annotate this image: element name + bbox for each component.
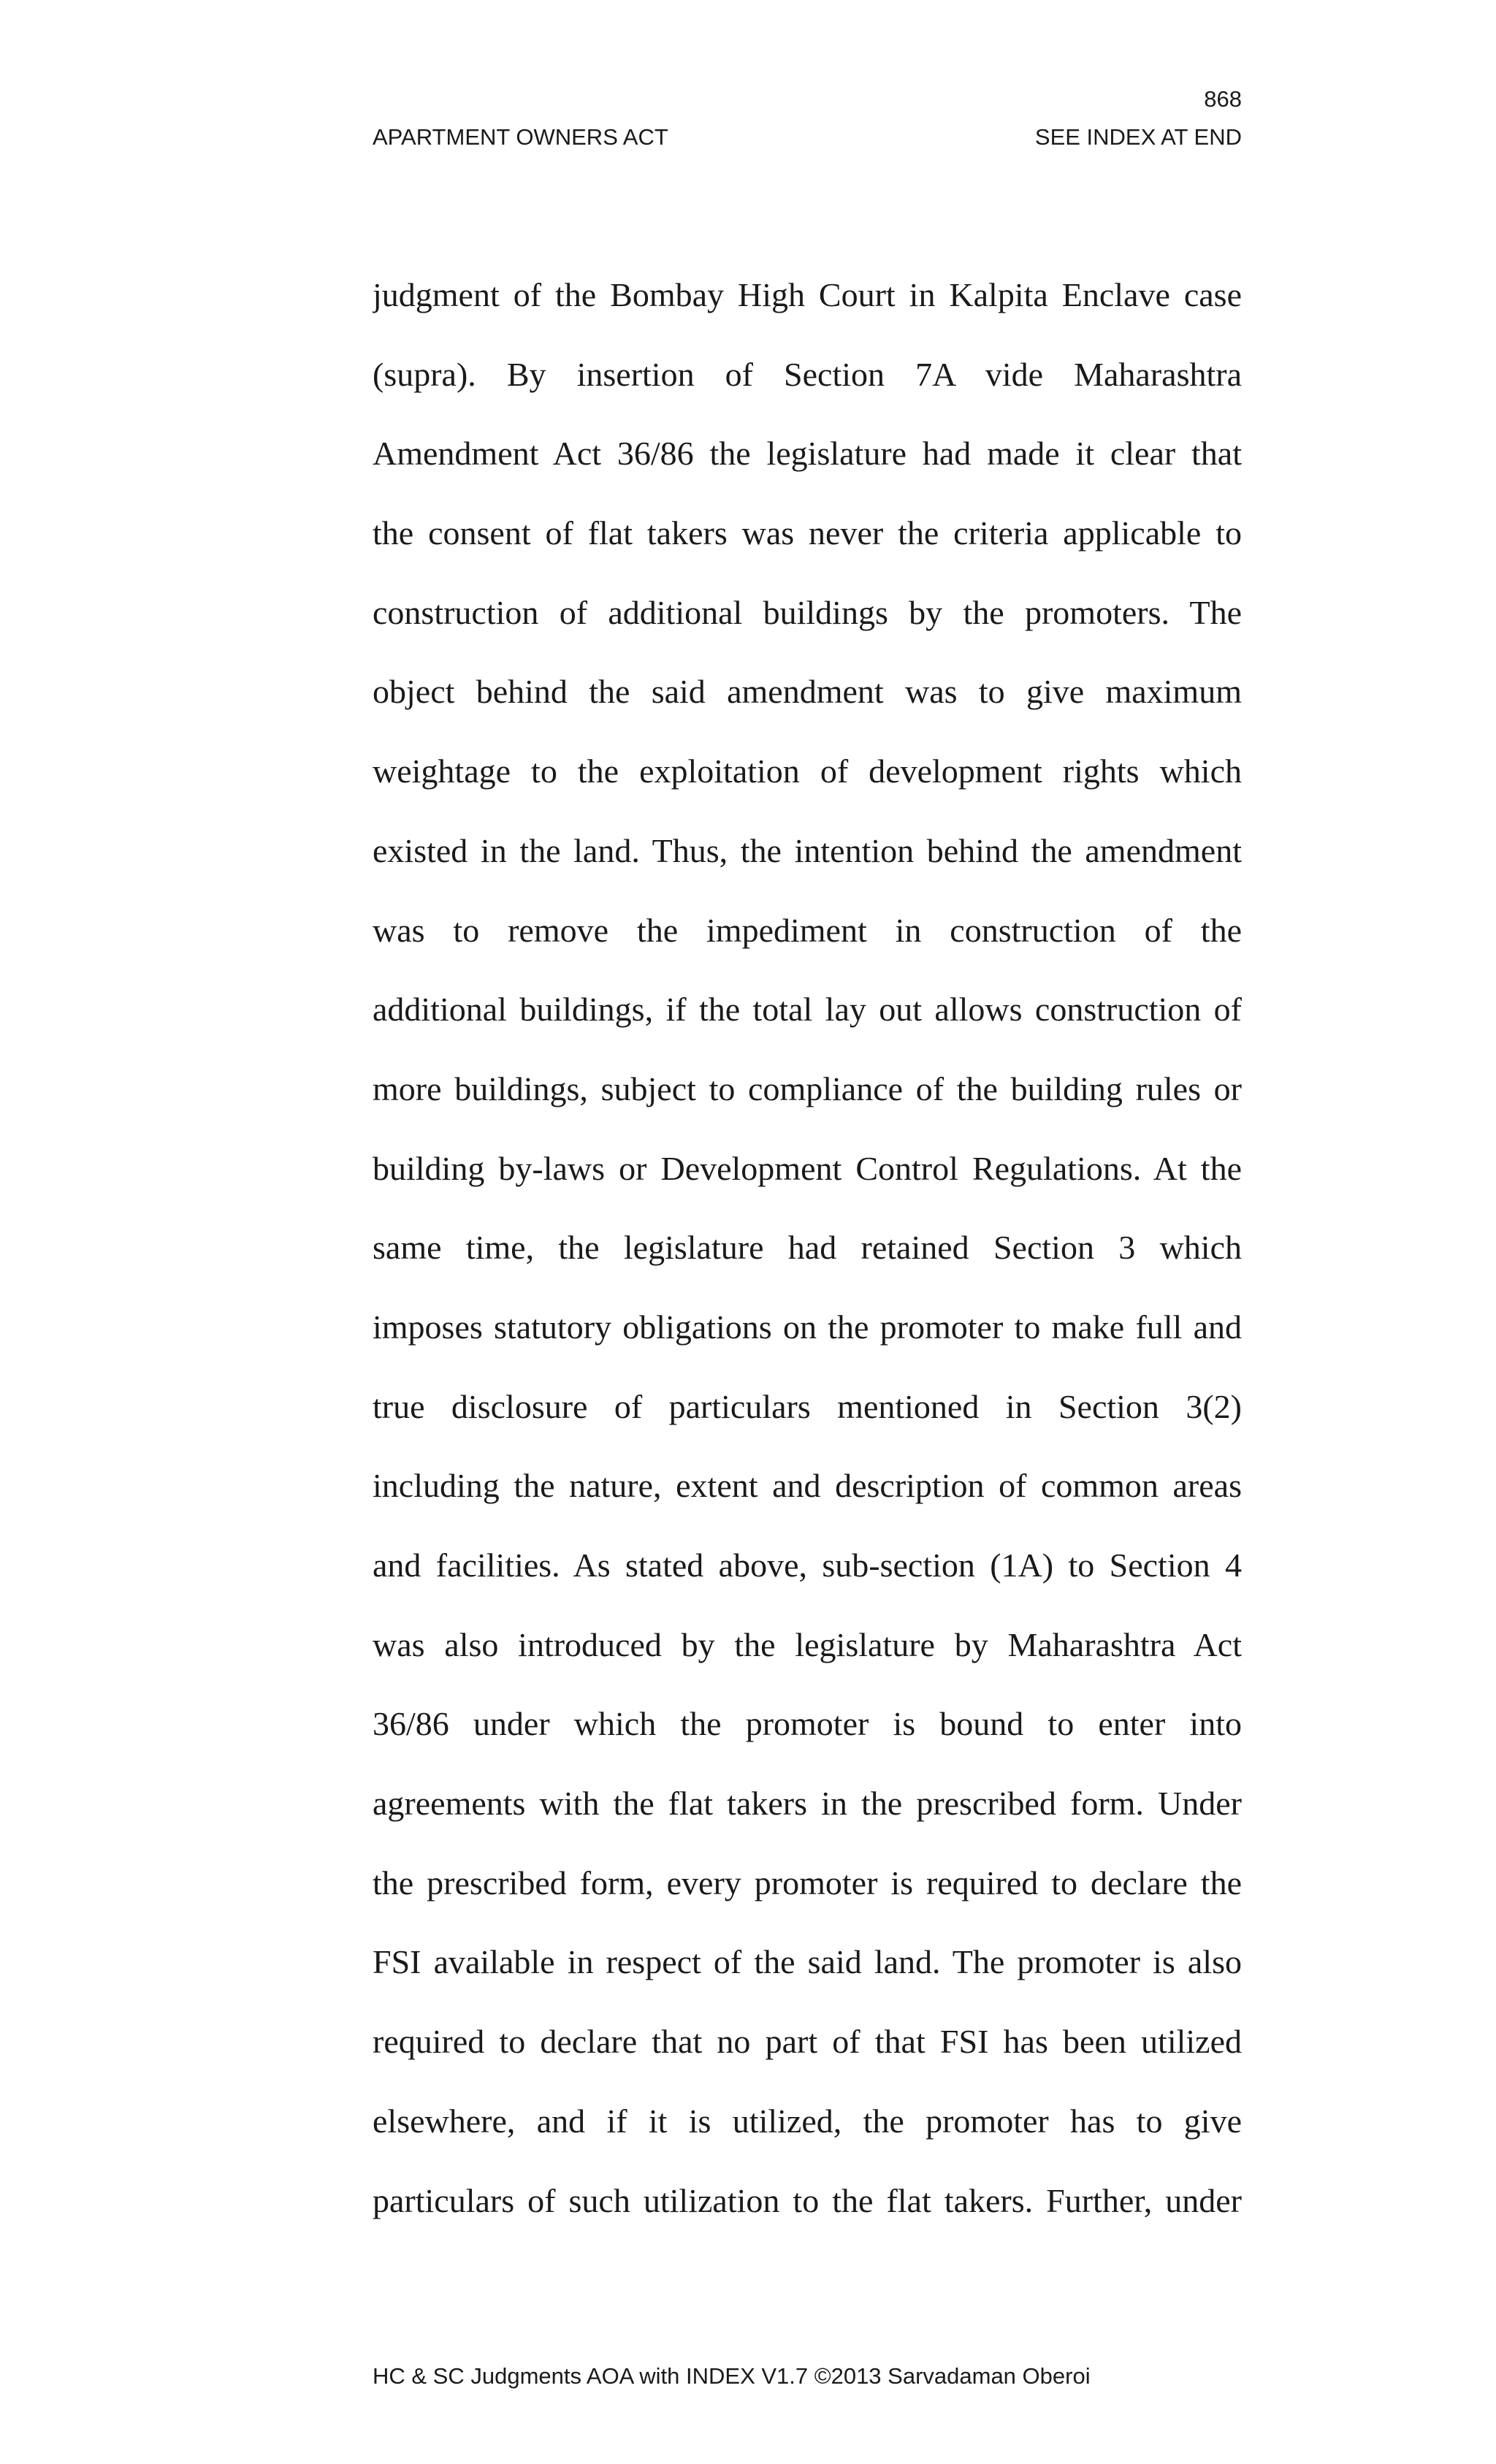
text-line: existed in the land. Thus, the intention behind the amendment xyxy=(373,831,1242,869)
text-line: particulars of such utilization to the flat takers. Further, under xyxy=(373,2181,1242,2219)
text-line: true disclosure of particulars mentioned in Section 3(2) xyxy=(373,1387,1242,1425)
text-line: required to declare that no part of that FSI has been utilized xyxy=(373,2023,1242,2061)
text-line: construction of additional buildings by the promoters. The xyxy=(373,593,1242,631)
page-footer: HC & SC Judgments AOA with INDEX V1.7 ©2013 Sarvadaman Oberoi xyxy=(373,2363,1091,2389)
text-line: more buildings, subject to compliance of the building rules or xyxy=(373,1069,1242,1107)
text-line: and facilities. As stated above, sub-section (1A) to Section 4 xyxy=(373,1546,1242,1584)
body-text xyxy=(373,256,1242,2240)
text-line: judgment of the Bombay High Court in Kalpita Enclave case xyxy=(373,276,1242,313)
text-line: imposes statutory obligations on the promoter to make full and xyxy=(373,1308,1242,1346)
text-line: Amendment Act 36/86 the legislature had made it clear that xyxy=(373,435,1242,473)
text-line: the prescribed form, every promoter is required to declare the xyxy=(373,1864,1242,1902)
page-number: 868 xyxy=(1204,86,1242,112)
text-line: (supra). By insertion of Section 7A vide Maharashtra xyxy=(373,355,1242,393)
text-line: 36/86 under which the promoter is bound to enter into xyxy=(373,1705,1242,1743)
text-line: was to remove the impediment in construction of the xyxy=(373,911,1242,949)
text-line: including the nature, extent and description of common areas xyxy=(373,1467,1242,1505)
text-line: FSI available in respect of the said land. The promoter is also xyxy=(373,1943,1242,1981)
text-line: the consent of flat takers was never the criteria applicable to xyxy=(373,514,1242,552)
running-header-title: APARTMENT OWNERS ACT xyxy=(373,124,668,150)
text-line: elsewhere, and if it is utilized, the promoter has to give xyxy=(373,2102,1242,2140)
text-line: building by-laws or Development Control Regulations. At the xyxy=(373,1149,1242,1187)
text-line: additional buildings, if the total lay out allows construction of xyxy=(373,991,1242,1029)
text-line: weightage to the exploitation of development rights which xyxy=(373,752,1242,790)
text-line: same time, the legislature had retained Section 3 which xyxy=(373,1229,1242,1267)
text-line: was also introduced by the legislature by Maharashtra Act xyxy=(373,1625,1242,1663)
text-line: object behind the said amendment was to give maximum xyxy=(373,673,1242,711)
running-header-index-note: SEE INDEX AT END xyxy=(1034,124,1242,150)
text-line: agreements with the flat takers in the prescribed form. Under xyxy=(373,1785,1242,1823)
